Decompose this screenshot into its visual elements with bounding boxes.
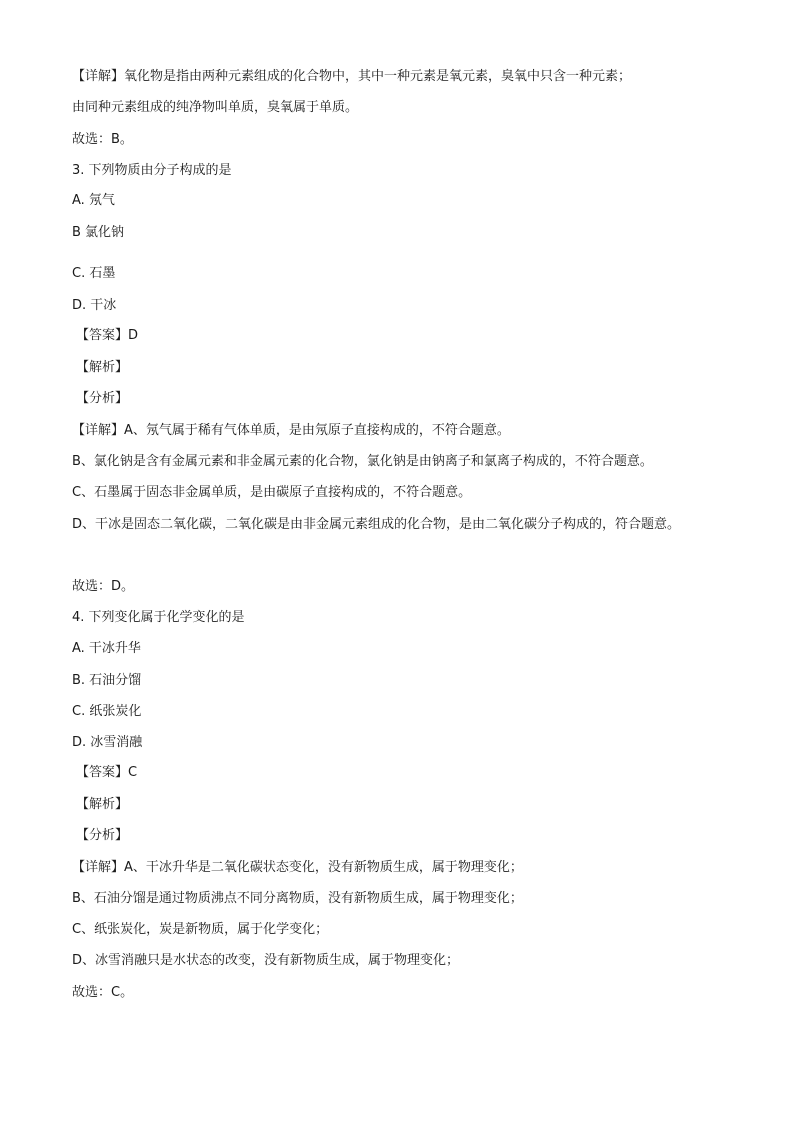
text-line: 故选：D。 <box>72 579 135 594</box>
answer-label: 【答案】C <box>76 765 138 780</box>
text-line: 故选：B。 <box>72 132 133 147</box>
text-line: 由同种元素组成的纯净物叫单质，臭氧属于单质。 <box>72 100 359 115</box>
analysis-sub-label: 【分析】 <box>76 391 129 406</box>
text-line: 故选：C。 <box>72 985 134 1000</box>
option-b: B 氯化钠 <box>72 225 125 240</box>
option-d: D. 冰雪消融 <box>72 735 143 750</box>
explanation-line: D、干冰是固态二氧化碳，二氧化碳是由非金属元素组成的化合物，是由二氧化碳分子构成的，符合题意。 <box>72 517 681 532</box>
option-b: B. 石油分馏 <box>72 673 142 688</box>
option-c: C. 纸张炭化 <box>72 704 142 719</box>
analysis-label: 【解析】 <box>76 360 129 375</box>
question-title: 4. 下列变化属于化学变化的是 <box>72 610 245 625</box>
explanation-line: C、纸张炭化，炭是新物质，属于化学变化； <box>72 922 329 937</box>
analysis-label: 【解析】 <box>76 797 129 812</box>
explanation-line: 【详解】A、氖气属于稀有气体单质，是由氖原子直接构成的，不符合题意。 <box>72 423 510 438</box>
explanation-line: D、冰雪消融只是水状态的改变，没有新物质生成，属于物理变化； <box>72 953 460 968</box>
explanation-line: B、氯化钠是含有金属元素和非金属元素的化合物，氯化钠是由钠离子和氯离子构成的，不符合题意。 <box>72 454 653 469</box>
option-d: D. 干冰 <box>72 298 117 313</box>
explanation-line: B、石油分馏是通过物质沸点不同分离物质，没有新物质生成，属于物理变化； <box>72 891 523 906</box>
option-a: A. 干冰升华 <box>72 641 141 656</box>
option-a: A. 氖气 <box>72 193 115 208</box>
option-c: C. 石墨 <box>72 266 116 281</box>
analysis-sub-label: 【分析】 <box>76 828 129 843</box>
text-line: 【详解】氧化物是指由两种元素组成的化合物中，其中一种元素是氧元素，臭氧中只含一种元素； <box>72 69 632 84</box>
explanation-line: C、石墨属于固态非金属单质，是由碳原子直接构成的，不符合题意。 <box>72 485 472 500</box>
answer-label: 【答案】D <box>76 328 139 343</box>
question-title: 3. 下列物质由分子构成的是 <box>72 163 232 178</box>
explanation-line: 【详解】A、干冰升华是二氧化碳状态变化，没有新物质生成，属于物理变化； <box>72 860 523 875</box>
